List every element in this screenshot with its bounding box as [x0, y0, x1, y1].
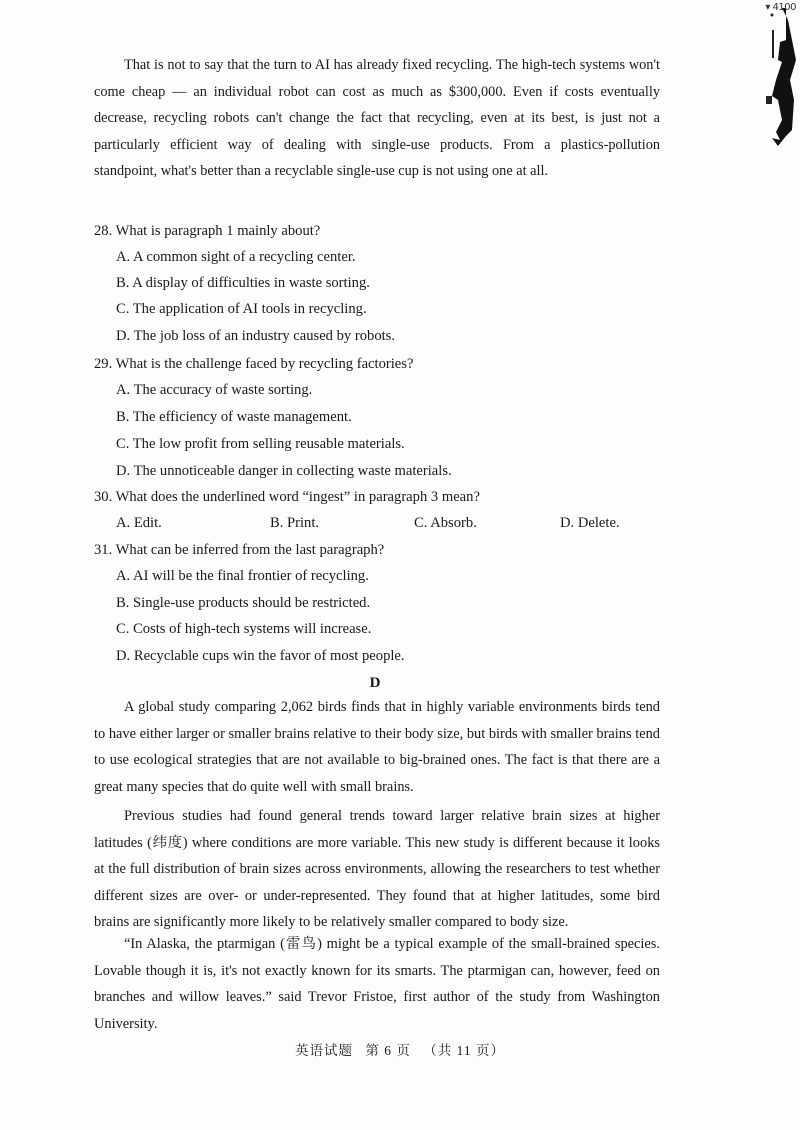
- question-28-option-d: D. The job loss of an industry caused by robots.: [116, 328, 396, 344]
- question-28-option-b: B. A display of difficulties in waste sorting.: [116, 275, 370, 291]
- question-28-stem: 28. What is paragraph 1 mainly about?: [94, 223, 321, 239]
- question-29-stem: 29. What is the challenge faced by recycling factories?: [94, 356, 414, 372]
- passage-c-last-paragraph: That is not to say that the turn to AI has already fixed recycling. The high-tech systems won't come cheap — an individual robot can cost as much as $300,000. Even if costs eventually decrease, recycling robots can't change the fact that recycling, even at its best, is just not a particularly efficient way of dealing with single-use products. From a plastics-pollution standpoint, what's better than a recyclable single-use cup is not using one at all.: [94, 57, 660, 179]
- question-28-option-a: A. A common sight of a recycling center.: [116, 249, 356, 265]
- question-28-option-c: C. The application of AI tools in recycling.: [116, 301, 367, 317]
- passage-d-paragraph-1: A global study comparing 2,062 birds finds that in highly variable environments birds tend to have either larger or smaller brains relative to their body size, but birds with smaller brains tend to use ecological strategies that are not available to big-brained ones. The fact is that there are a great many species that do quite well with small brains.: [94, 699, 660, 795]
- section-d-heading: D: [369, 675, 381, 691]
- question-31-stem: 31. What can be inferred from the last paragraph?: [94, 542, 385, 558]
- question-31-option-b: B. Single-use products should be restricted.: [116, 595, 371, 611]
- corner-mark: ▾ 4100: [765, 2, 796, 13]
- question-30-option-b: B. Print.: [270, 515, 320, 531]
- footer-total-pages: （共 11 页）: [423, 1043, 505, 1058]
- passage-d-paragraph-2: Previous studies had found general trends toward larger relative brain sizes at higher latitudes (纬度) where conditions are more variable. This new study is different because it looks at the full distribution of brain sizes across environments, allowing the researchers to test whether different sizes are over- or under-represented. They found that at higher latitudes, some bird brains are significantly more likely to be relatively smaller compared to body size.: [94, 808, 660, 930]
- question-29-option-d: D. The unnoticeable danger in collecting waste materials.: [116, 463, 452, 479]
- question-29-option-b: B. The efficiency of waste management.: [116, 409, 352, 425]
- question-31-option-c: C. Costs of high-tech systems will increase.: [116, 621, 372, 637]
- question-29-option-c: C. The low profit from selling reusable materials.: [116, 436, 405, 452]
- question-30-stem: 30. What does the underlined word “ingest” in paragraph 3 mean?: [94, 489, 480, 505]
- question-30-option-d: D. Delete.: [560, 515, 620, 531]
- binding-mark-icon: [742, 0, 800, 150]
- passage-d-paragraph-3: “In Alaska, the ptarmigan (雷鸟) might be a typical example of the small-brained species. Lovable though it is, it's not exactly known for its smarts. The ptarmigan can, however, feed on branches and willow leaves.” said Trevor Fristoe, first author of the study from Washington University.: [94, 936, 660, 1032]
- footer-page-number: 第 6 页: [365, 1043, 411, 1058]
- question-29-option-a: A. The accuracy of waste sorting.: [116, 382, 313, 398]
- page-footer: [0, 1040, 800, 1062]
- question-30-option-c: C. Absorb.: [414, 515, 477, 531]
- question-31-option-a: A. AI will be the final frontier of recycling.: [116, 568, 369, 584]
- question-30-option-a: A. Edit.: [116, 515, 162, 531]
- question-31-option-d: D. Recyclable cups win the favor of most people.: [116, 648, 405, 664]
- footer-subject: 英语试题: [295, 1043, 353, 1058]
